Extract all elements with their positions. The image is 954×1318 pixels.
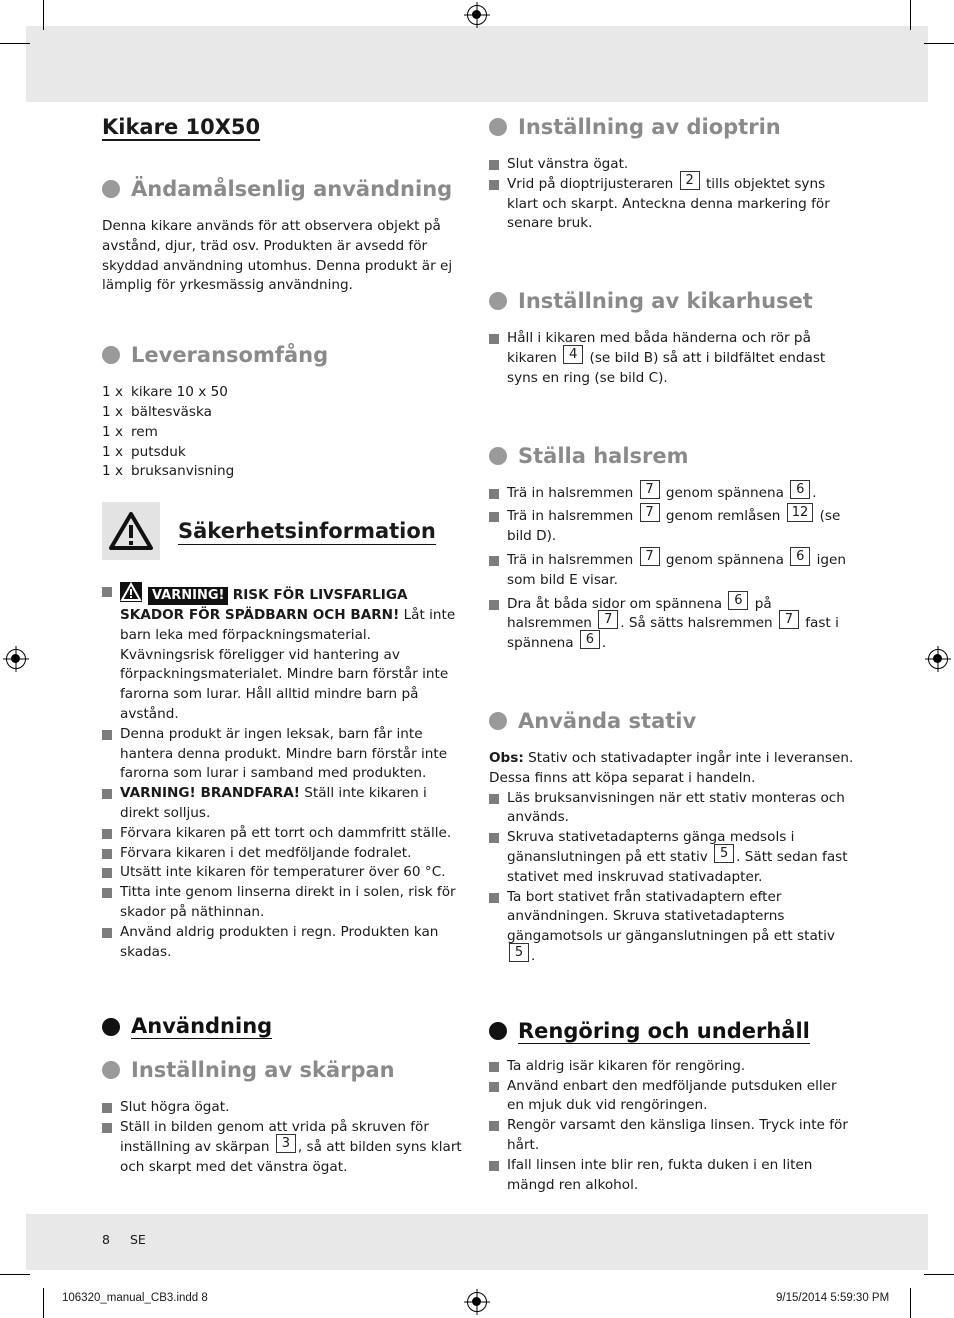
- bullet-icon: [489, 118, 507, 136]
- crop-mark: [910, 1288, 911, 1318]
- left-column: [102, 112, 464, 1178]
- list-item: Denna produkt är ingen leksak, barn får inte hantera denna produkt. Mindre barn förstår inte farorna som lurar i samband med produkten.: [102, 725, 464, 784]
- footer-band: [26, 1214, 928, 1270]
- list-item: Ställ in bilden genom att vrida på skruven för inställning av skärpan 3 , så att bilden syns klart och skarpt med det vänstra ögat.: [102, 1118, 464, 1177]
- reference-number: 5: [714, 844, 734, 863]
- reference-number: 6: [790, 547, 810, 566]
- crop-mark: [0, 1274, 30, 1275]
- page-number: 8: [102, 1232, 110, 1247]
- reference-number: 7: [640, 547, 660, 566]
- crop-mark: [43, 0, 44, 30]
- print-slug-date: 9/15/2014 5:59:30 PM: [776, 1292, 890, 1304]
- list-item: Ta bort stativet från stativadaptern efter användningen. Skruva stativetadapterns gängamotsols ur gänganslutningen på ett stativ 5 .: [489, 888, 854, 967]
- bullet-icon: [489, 712, 507, 730]
- reference-number: 5: [509, 943, 529, 962]
- list-item: Rengör varsamt den känsliga linsen. Tryck inte för hårt.: [489, 1116, 854, 1156]
- bullet-icon: [489, 447, 507, 465]
- list-item: Ta aldrig isär kikaren för rengöring.: [489, 1057, 854, 1077]
- warning-label: VARNING!: [148, 587, 228, 605]
- heading-strap: Ställa halsrem: [489, 441, 854, 471]
- list-item: VARNING! BRANDFARA! Ställ inte kikaren i direkt solljus.: [102, 784, 464, 824]
- bullet-icon: [102, 1061, 120, 1079]
- list-item: Håll i kikaren med båda händerna och rör på kikaren 4 (se bild B) så att i bildfältet endast syns en ring (se bild C).: [489, 329, 854, 388]
- reference-number: 6: [790, 480, 810, 499]
- list-item: Dra åt båda sidor om spännena 6 på halsremmen 7 . Så sätts halsremmen 7 fast i spännena 6 .: [489, 595, 854, 654]
- list-item: 1 x bältesväska: [102, 403, 212, 420]
- list-item: Trä in halsremmen 7 genom remlåsen 12 (se bild D).: [489, 507, 854, 547]
- list-item: 1 x kikare 10 x 50: [102, 384, 228, 401]
- list-item: Slut högra ögat.: [102, 1098, 464, 1118]
- heading-tripod: Använda stativ: [489, 706, 854, 736]
- list-item: Läs bruksanvisningen när ett stativ monteras och används.: [489, 789, 854, 829]
- heading-cleaning: Rengöring och underhåll: [489, 1019, 854, 1044]
- list-item: Vrid på dioptrijusteraren 2 tills objektet syns klart och skarpt. Anteckna denna markering för senare bruk.: [489, 175, 854, 234]
- heading-scope-of-delivery: Leveransomfång: [102, 340, 464, 370]
- safety-list: [102, 582, 464, 962]
- bullet-icon: [102, 180, 120, 198]
- housing-list: [489, 329, 854, 388]
- list-item: Slut vänstra ögat.: [489, 155, 854, 175]
- warning-triangle-icon: [102, 502, 160, 560]
- scope-list: [102, 383, 464, 482]
- reference-number: 6: [728, 591, 748, 610]
- crop-mark: [43, 1288, 44, 1318]
- registration-mark-icon: [467, 1292, 487, 1312]
- heading-diopter: Inställning av dioptrin: [489, 112, 854, 142]
- heading-housing: Inställning av kikarhuset: [489, 286, 854, 316]
- reference-number: 2: [680, 171, 700, 190]
- heading-usage: Användning: [102, 1014, 464, 1039]
- registration-mark-icon: [6, 649, 26, 669]
- reference-number: 7: [640, 480, 660, 499]
- list-item: Använd aldrig produkten i regn. Produkten kan skadas.: [102, 923, 464, 963]
- list-item: Använd enbart den medföljande putsduken eller en mjuk duk vid rengöringen.: [489, 1077, 854, 1117]
- crop-mark: [910, 0, 911, 30]
- safety-header: [102, 502, 464, 560]
- language-code: SE: [130, 1232, 146, 1247]
- right-column: [489, 112, 854, 1195]
- heading-intended-use: Ändamålsenlig användning: [102, 174, 464, 204]
- reference-number: 12: [787, 503, 814, 522]
- focus-list: [102, 1098, 464, 1177]
- tripod-note: Obs: Stativ och stativadapter ingår inte i leveransen. Dessa finns att köpa separat i handeln.: [489, 749, 854, 786]
- heading-focus: Inställning av skärpan: [102, 1055, 464, 1085]
- bullet-icon: [102, 1018, 120, 1036]
- list-item: VARNING! RISK FÖR LIVSFARLIGA SKADOR FÖR SPÄDBARN OCH BARN! Låt inte barn leka med förpackningsmaterial. Kvävningsrisk föreligger vid hantering av förpackningsmaterialet. Mindre barn förstår inte farorna som lurar. Håll alltid mindre barn på avstånd.: [102, 582, 464, 725]
- tripod-list: [489, 789, 854, 967]
- print-slug-file: 106320_manual_CB3.indd 8: [62, 1292, 208, 1304]
- list-item: Ifall linsen inte blir ren, fukta duken i en liten mängd ren alkohol.: [489, 1156, 854, 1196]
- strap-list: [489, 481, 854, 654]
- list-item: Förvara kikaren i det medföljande fodralet.: [102, 844, 464, 864]
- registration-mark-icon: [928, 649, 948, 669]
- reference-number: 7: [598, 610, 618, 629]
- list-item: Skruva stativetadapterns gänga medsols i gänanslutningen på ett stativ 5 . Sätt sedan fast stativet med inskruvad stativadapter.: [489, 828, 854, 887]
- bullet-icon: [489, 292, 507, 310]
- reference-number: 6: [580, 630, 600, 649]
- list-item: Trä in halsremmen 7 genom spännena 6 .: [489, 484, 854, 504]
- reference-number: 7: [779, 610, 799, 629]
- heading-safety: Säkerhetsinformation: [178, 518, 436, 543]
- registration-mark-icon: [467, 5, 487, 25]
- intended-use-text: Denna kikare används för att observera objekt på avstånd, djur, träd osv. Produkten är avsedd för skyddad användning utomhus. Denna produkt är ej lämplig för yrkesmässig användning.: [102, 218, 453, 294]
- cleaning-list: [489, 1057, 854, 1196]
- diopter-list: [489, 155, 854, 234]
- bullet-icon: [102, 346, 120, 364]
- crop-mark: [924, 43, 954, 44]
- crop-mark: [0, 43, 30, 44]
- list-item: Trä in halsremmen 7 genom spännena 6 igen som bild E visar.: [489, 551, 854, 591]
- list-item: Förvara kikaren på ett torrt och dammfritt ställe.: [102, 824, 464, 844]
- crop-mark: [924, 1274, 954, 1275]
- list-item: Utsätt inte kikaren för temperaturer över 60 °C.: [102, 863, 464, 883]
- bullet-icon: [489, 1022, 507, 1040]
- document-title: Kikare 10X50: [102, 115, 261, 139]
- header-band: [26, 26, 928, 102]
- list-item: 1 x rem: [102, 423, 158, 440]
- list-item: 1 x bruksanvisning: [102, 463, 235, 480]
- reference-number: 4: [563, 345, 583, 364]
- list-item: Titta inte genom linserna direkt in i solen, risk för skador på näthinnan.: [102, 883, 464, 923]
- reference-number: 3: [276, 1134, 296, 1153]
- list-item: 1 x putsduk: [102, 443, 186, 460]
- reference-number: 7: [640, 503, 660, 522]
- warning-small-icon: [120, 582, 142, 602]
